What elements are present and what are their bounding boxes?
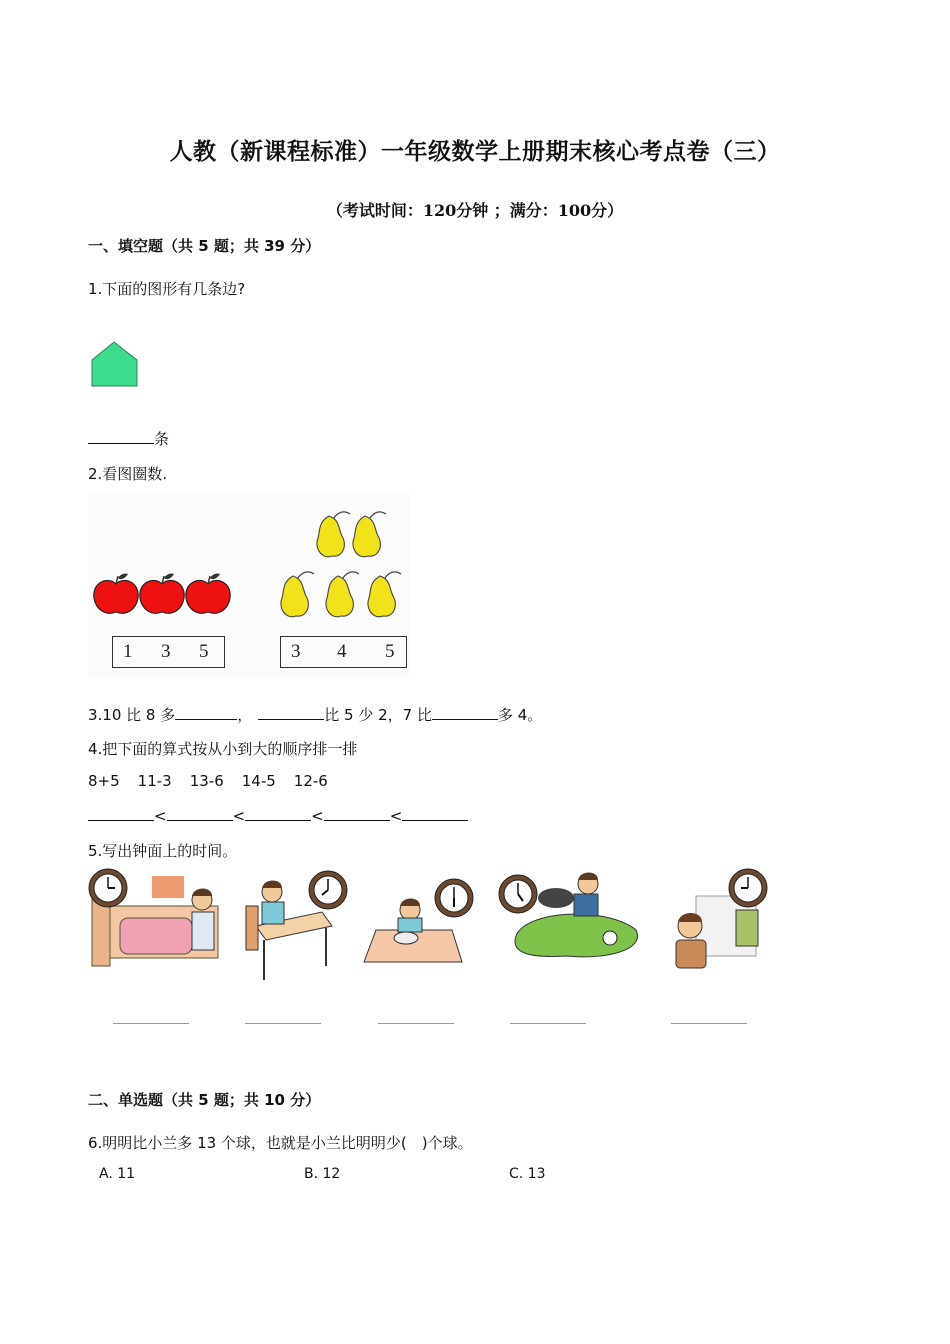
apple-icon	[94, 574, 138, 614]
question-6-text: 6.明明比小兰多 13 个球，也就是小兰比明明少( )个球。	[88, 1134, 473, 1152]
time-answer-line[interactable]	[113, 1023, 189, 1024]
answer-blank[interactable]	[432, 705, 498, 720]
less-than-sign: <	[389, 807, 403, 825]
clock-icon	[499, 875, 537, 913]
apple-icon	[140, 574, 184, 614]
pear-icon	[317, 512, 350, 557]
clock-icon	[309, 871, 347, 909]
pear-icon	[326, 572, 359, 617]
answer-blank[interactable]	[88, 806, 154, 821]
expression-item: 11-3	[137, 772, 172, 790]
number-box-apples[interactable]	[112, 636, 225, 668]
question-1-text: 1.下面的图形有几条边?	[88, 280, 246, 298]
choice-number[interactable]: 5	[199, 641, 209, 662]
section-heading-choice: 二、单选题（共 5 题；共 10 分）	[88, 1091, 321, 1109]
choice-number[interactable]: 3	[291, 641, 301, 662]
clock-scenes	[86, 866, 786, 986]
question-5-text: 5.写出钟面上的时间。	[88, 842, 238, 860]
answer-blank[interactable]	[258, 705, 324, 720]
page-title: 人教（新课程标准）一年级数学上册期末核心考点卷（三）	[169, 138, 781, 165]
expression-item: 12-6	[293, 772, 328, 790]
answer-blank[interactable]	[324, 806, 390, 821]
q3-sep: ，	[237, 706, 253, 724]
q3-part1: 3.10 比 8 多	[88, 706, 176, 724]
page-subtitle: （考试时间：120分钟 ；满分：100分）	[326, 201, 624, 220]
section-heading-fill: 一、填空题（共 5 题；共 39 分）	[88, 237, 321, 255]
answer-blank[interactable]	[245, 806, 311, 821]
answer-blank[interactable]	[88, 429, 154, 444]
answer-blank[interactable]	[167, 806, 233, 821]
question-2-text: 2.看图圈数.	[88, 465, 168, 483]
choice-number[interactable]: 3	[161, 641, 171, 662]
expression-item: 13-6	[189, 772, 224, 790]
q3-part2: 比 5 少 2，7 比	[324, 706, 432, 724]
answer-blank[interactable]	[402, 806, 468, 821]
expression-item: 14-5	[241, 772, 276, 790]
choice-number[interactable]: 1	[123, 641, 133, 662]
answer-blank[interactable]	[175, 705, 237, 720]
less-than-sign: <	[154, 807, 167, 825]
question-1-answer-row	[88, 428, 169, 449]
expression-item: 8+5	[88, 772, 120, 790]
time-answer-line[interactable]	[245, 1023, 321, 1024]
clock-icon	[729, 869, 767, 907]
question-3	[88, 704, 542, 725]
unit-label: 条	[154, 430, 170, 448]
ordering-blanks	[88, 806, 468, 825]
less-than-sign: <	[311, 807, 324, 825]
pear-icon	[353, 512, 386, 557]
less-than-sign: <	[232, 807, 246, 825]
question-4-text: 4.把下面的算式按从小到大的顺序排一排	[88, 740, 358, 758]
choice-number[interactable]: 5	[385, 641, 395, 662]
time-answer-line[interactable]	[378, 1023, 454, 1024]
option-b[interactable]: B. 12	[304, 1166, 341, 1182]
fruit-picture	[88, 492, 410, 677]
expression-list	[88, 772, 328, 790]
apple-icon	[186, 574, 230, 614]
pear-icon	[281, 572, 314, 617]
time-answer-line[interactable]	[671, 1023, 747, 1024]
time-answer-line[interactable]	[510, 1023, 586, 1024]
pentagon-shape	[90, 340, 140, 388]
number-box-pears[interactable]	[280, 636, 407, 668]
pear-icon	[368, 572, 401, 617]
option-c[interactable]: C. 13	[509, 1166, 546, 1182]
q3-part3: 多 4。	[497, 706, 543, 724]
option-a[interactable]: A. 11	[99, 1166, 136, 1182]
clock-icon	[89, 869, 127, 907]
clock-icon	[435, 879, 473, 917]
choice-number[interactable]: 4	[337, 641, 347, 662]
